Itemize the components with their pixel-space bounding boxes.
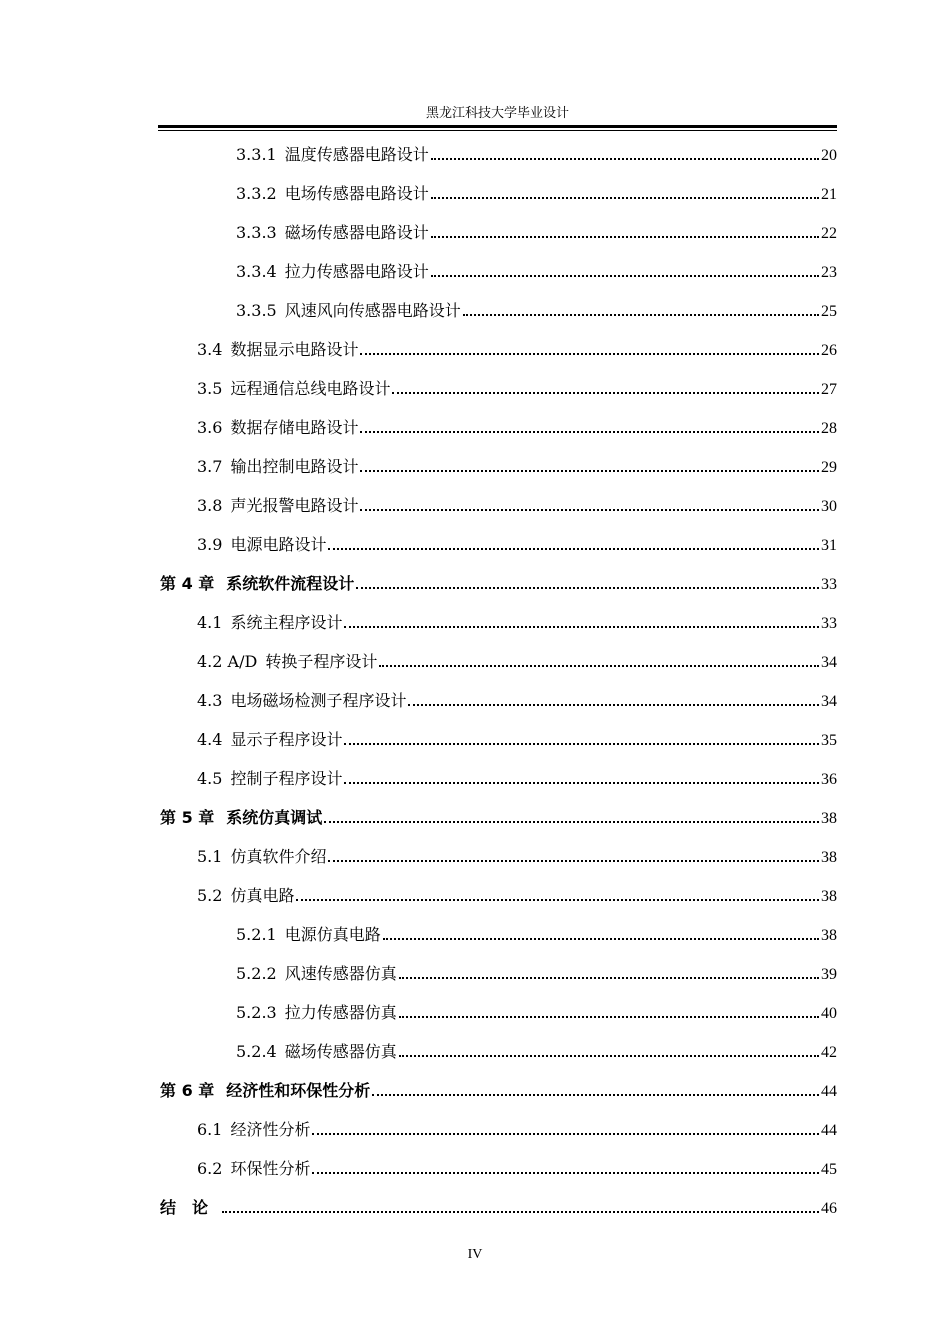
toc-entry[interactable]	[236, 260, 837, 284]
toc-leader-dots	[431, 275, 819, 277]
toc-entry-number: 3.8	[197, 496, 223, 515]
toc-entry-page: 44	[821, 1122, 837, 1139]
toc-leader-dots	[222, 1211, 819, 1213]
toc-entry[interactable]	[197, 1118, 837, 1142]
toc-entry[interactable]	[236, 1040, 837, 1064]
toc-entry-title: 拉力传感器仿真	[284, 1003, 397, 1022]
toc-entry[interactable]	[197, 338, 837, 362]
toc-entry[interactable]	[236, 923, 837, 947]
toc-entry[interactable]	[197, 416, 837, 440]
toc-entry[interactable]	[197, 845, 837, 869]
toc-entry-title: 系统主程序设计	[230, 613, 343, 632]
toc-entry[interactable]	[197, 611, 837, 635]
toc-entry-number: 3.5	[197, 379, 223, 398]
toc-leader-dots	[431, 158, 819, 160]
toc-entry-title: 磁场传感器仿真	[284, 1042, 397, 1061]
toc-entry[interactable]	[197, 689, 837, 713]
toc-entry[interactable]	[160, 572, 837, 596]
toc-leader-dots	[328, 548, 819, 550]
toc-entry-number: 5.1	[197, 847, 223, 866]
toc-entry-title: 显示子程序设计	[230, 730, 343, 749]
toc-entry-title: 数据显示电路设计	[230, 340, 359, 359]
toc-leader-dots	[312, 1172, 819, 1174]
toc-entry-number: 4.2 A/D	[197, 652, 258, 671]
toc-entry[interactable]	[197, 650, 837, 674]
toc-entry-number: 4.5	[197, 769, 223, 788]
toc-entry-title: 仿真软件介绍	[230, 847, 327, 866]
toc-entry-page: 29	[821, 459, 837, 476]
toc-entry-number: 6.2	[197, 1159, 223, 1178]
toc-leader-dots	[360, 431, 819, 433]
toc-leader-dots	[312, 1133, 819, 1135]
toc-entry-title: 风速风向传感器电路设计	[284, 301, 461, 320]
toc-leader-dots	[408, 704, 819, 706]
toc-entry[interactable]	[197, 377, 837, 401]
toc-leader-dots	[372, 1094, 819, 1096]
toc-entry-page: 22	[821, 225, 837, 242]
toc-entry-title: 控制子程序设计	[230, 769, 343, 788]
toc-entry-page: 36	[821, 771, 837, 788]
toc-entry-title: 温度传感器电路设计	[284, 145, 429, 164]
toc-entry-number: 5.2.2	[236, 964, 277, 983]
toc-entry-page: 25	[821, 303, 837, 320]
toc-leader-dots	[399, 1055, 819, 1057]
toc-entry-number: 第 5 章	[160, 808, 215, 827]
toc-leader-dots	[379, 665, 819, 667]
toc-entry-title: 数据存储电路设计	[230, 418, 359, 437]
toc-entry-page: 45	[821, 1161, 837, 1178]
toc-entry-page: 44	[821, 1083, 837, 1100]
toc-entry-number: 3.4	[197, 340, 223, 359]
toc-leader-dots	[328, 860, 819, 862]
toc-entry[interactable]	[236, 221, 837, 245]
toc-entry[interactable]	[160, 806, 837, 830]
header-rule-thin	[158, 130, 837, 131]
toc-entry[interactable]	[197, 455, 837, 479]
toc-leader-dots	[344, 782, 819, 784]
toc-entry-number: 3.3.3	[236, 223, 277, 242]
toc-entry-page: 26	[821, 342, 837, 359]
toc-entry-title: 电源电路设计	[230, 535, 327, 554]
toc-entry-number: 4.1	[197, 613, 223, 632]
toc-entry[interactable]	[236, 299, 837, 323]
toc-entry-title: 仿真电路	[230, 886, 295, 905]
toc-entry-page: 27	[821, 381, 837, 398]
toc-entry-number: 5.2.4	[236, 1042, 277, 1061]
toc-entry[interactable]	[236, 1001, 837, 1025]
toc-entry-page: 38	[821, 810, 837, 827]
toc-entry-number: 第 6 章	[160, 1081, 215, 1100]
toc-entry-title: 磁场传感器电路设计	[284, 223, 429, 242]
toc-entry-title: 系统仿真调试	[226, 808, 323, 827]
toc-leader-dots	[344, 626, 819, 628]
toc-entry[interactable]	[197, 767, 837, 791]
toc-entry-number: 3.3.5	[236, 301, 277, 320]
toc-leader-dots	[324, 821, 819, 823]
toc-entry[interactable]	[197, 533, 837, 557]
toc-entry[interactable]	[236, 182, 837, 206]
toc-entry-number: 3.7	[197, 457, 223, 476]
toc-entry[interactable]	[160, 1079, 837, 1103]
toc-entry-page: 38	[821, 927, 837, 944]
toc-entry-page: 42	[821, 1044, 837, 1061]
toc-leader-dots	[399, 1016, 819, 1018]
toc-leader-dots	[399, 977, 819, 979]
toc-leader-dots	[296, 899, 819, 901]
toc-entry-title: 电场传感器电路设计	[284, 184, 429, 203]
toc-leader-dots	[463, 314, 819, 316]
toc-entry-title: 声光报警电路设计	[230, 496, 359, 515]
toc-entry-number: 4.4	[197, 730, 223, 749]
toc-entry-number: 5.2.1	[236, 925, 277, 944]
toc-entry[interactable]	[236, 143, 837, 167]
page-number: IV	[467, 1247, 483, 1262]
toc-entry-page: 34	[821, 654, 837, 671]
toc-entry-page: 23	[821, 264, 837, 281]
toc-entry-page: 35	[821, 732, 837, 749]
toc-entry[interactable]	[197, 494, 837, 518]
toc-entry-title: 拉力传感器电路设计	[284, 262, 429, 281]
toc-leader-dots	[431, 236, 819, 238]
toc-entry-page: 34	[821, 693, 837, 710]
toc-entry-title: 风速传感器仿真	[284, 964, 397, 983]
toc-entry-number: 3.6	[197, 418, 223, 437]
toc-leader-dots	[356, 587, 819, 589]
header-rule-thick	[158, 125, 837, 128]
toc-entry-number: 结 论	[160, 1198, 209, 1217]
toc-entry-title: 环保性分析	[230, 1159, 311, 1178]
toc-entry-title: 输出控制电路设计	[230, 457, 359, 476]
toc-leader-dots	[360, 509, 819, 511]
toc-entry[interactable]	[197, 1157, 837, 1181]
toc-entry-number: 6.1	[197, 1120, 223, 1139]
toc-entry-number: 第 4 章	[160, 574, 215, 593]
toc-entry[interactable]	[160, 1196, 837, 1220]
toc-entry-title: 远程通信总线电路设计	[230, 379, 391, 398]
toc-entry-number: 3.3.1	[236, 145, 277, 164]
toc-entry-title: 电场磁场检测子程序设计	[230, 691, 407, 710]
toc-entry-number: 3.3.2	[236, 184, 277, 203]
toc-entry-page: 33	[821, 615, 837, 632]
toc-entry-title: 系统软件流程设计	[226, 574, 355, 593]
toc-entry-page: 30	[821, 498, 837, 515]
toc-entry-page: 31	[821, 537, 837, 554]
toc-entry-page: 20	[821, 147, 837, 164]
toc-entry-page: 46	[821, 1200, 837, 1217]
toc-entry-page: 33	[821, 576, 837, 593]
toc-leader-dots	[360, 470, 819, 472]
toc-leader-dots	[392, 392, 819, 394]
toc-entry-page: 40	[821, 1005, 837, 1022]
toc-entry-number: 5.2.3	[236, 1003, 277, 1022]
toc-leader-dots	[360, 353, 819, 355]
toc-entry-page: 38	[821, 888, 837, 905]
toc-entry-page: 39	[821, 966, 837, 983]
toc-entry-number: 5.2	[197, 886, 223, 905]
toc-entry-page: 38	[821, 849, 837, 866]
toc-entry-title: 转换子程序设计	[265, 652, 378, 671]
toc-entry[interactable]	[197, 728, 837, 752]
toc-leader-dots	[344, 743, 819, 745]
toc-entry-number: 3.3.4	[236, 262, 277, 281]
running-header: 黑龙江科技大学毕业设计	[425, 106, 569, 121]
toc-leader-dots	[431, 197, 819, 199]
toc-entry[interactable]	[236, 962, 837, 986]
toc-entry-number: 4.3	[197, 691, 223, 710]
toc-entry-title: 经济性分析	[230, 1120, 311, 1139]
toc-leader-dots	[383, 938, 819, 940]
toc-entry-page: 28	[821, 420, 837, 437]
toc-entry-title: 电源仿真电路	[284, 925, 381, 944]
toc-entry-title: 经济性和环保性分析	[226, 1081, 371, 1100]
toc-entry-page: 21	[821, 186, 837, 203]
toc-entry-number: 3.9	[197, 535, 223, 554]
toc-entry[interactable]	[197, 884, 837, 908]
